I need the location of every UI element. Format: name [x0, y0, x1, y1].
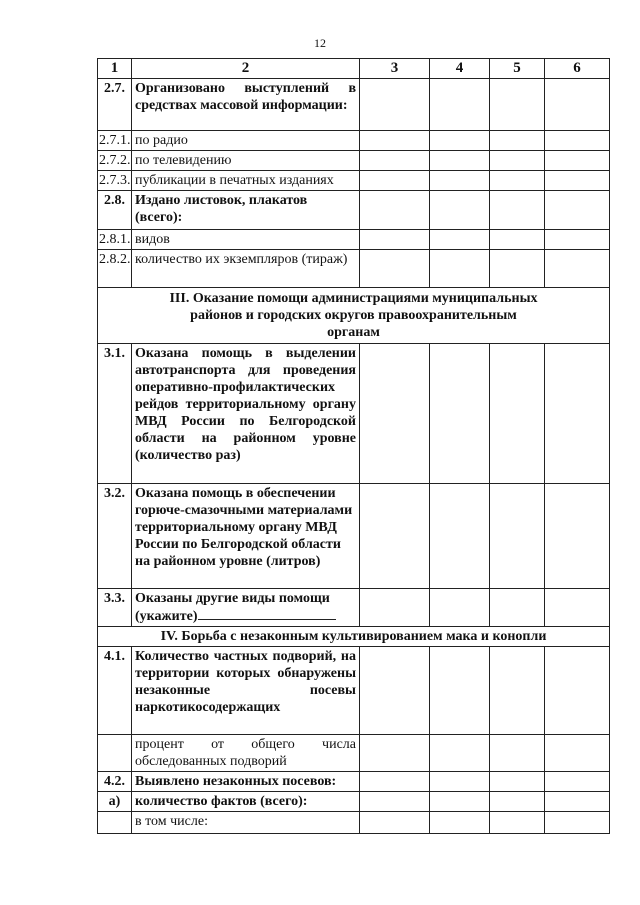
fill-in-line	[198, 607, 336, 620]
table-row	[98, 250, 610, 288]
row-text: Оказана помощь в выделении автотранспорта для проведения оперативно-профилактических рейдов территориальному органу МВД России по Белгородской области на районном уровне (количество раз)	[132, 344, 360, 484]
row-text: в том числе:	[132, 812, 360, 834]
row-text: Организовано выступлений в средствах массовой информации:	[132, 79, 360, 131]
header-col-6: 6	[545, 59, 610, 79]
row-number: 2.8.	[98, 191, 132, 230]
row-text: процент от общего числа обследованных подворий	[132, 735, 360, 772]
table-row	[98, 344, 610, 484]
table-row	[98, 647, 610, 735]
header-col-4: 4	[430, 59, 490, 79]
table-header-row	[98, 59, 610, 79]
row-text: по телевидению	[132, 151, 360, 171]
table-row	[98, 772, 610, 792]
table-row	[98, 812, 610, 834]
row-number: 4.2.	[98, 772, 132, 792]
row-number: 4.1.	[98, 647, 132, 735]
row-number: 2.7.2.	[98, 151, 132, 171]
row-number: а)	[98, 792, 132, 812]
row-number	[98, 812, 132, 834]
row-text	[132, 589, 360, 627]
row-text-label: Оказаны другие виды помощи (укажите)	[135, 591, 330, 624]
row-number	[98, 735, 132, 772]
row-number: 2.7.3.	[98, 171, 132, 191]
section-heading-row	[98, 627, 610, 647]
table-row	[98, 792, 610, 812]
table-row	[98, 151, 610, 171]
row-text: публикации в печатных изданиях	[132, 171, 360, 191]
row-number: 3.2.	[98, 484, 132, 589]
header-col-3: 3	[360, 59, 430, 79]
report-table	[97, 58, 610, 834]
row-number: 2.8.2.	[98, 250, 132, 288]
header-col-5: 5	[490, 59, 545, 79]
row-number: 2.7.1.	[98, 131, 132, 151]
row-text: видов	[132, 230, 360, 250]
row-number: 3.3.	[98, 589, 132, 627]
table-row	[98, 191, 610, 230]
table-row	[98, 171, 610, 191]
row-number: 2.8.1.	[98, 230, 132, 250]
section-heading: IV. Борьба с незаконным культивированием мака и конопли	[98, 627, 610, 647]
section-heading: III. Оказание помощи администрациями муниципальных районов и городских округов правоохранительным органам	[98, 288, 610, 344]
row-text: Оказана помощь в обеспечении горюче-смазочными материалами территориальному органу МВД России по Белгородской области на районном уровне (литров)	[132, 484, 360, 589]
table-row	[98, 484, 610, 589]
header-col-1: 1	[98, 59, 132, 79]
row-text: Количество частных подворий, на территории которых обнаружены незаконные посевы наркотикосодержащих	[132, 647, 360, 735]
section-heading-row	[98, 288, 610, 344]
table-row	[98, 131, 610, 151]
row-text: количество их экземпляров (тираж)	[132, 250, 360, 288]
row-number: 3.1.	[98, 344, 132, 484]
table-row	[98, 79, 610, 131]
page-number: 12	[314, 36, 326, 50]
row-text: количество фактов (всего):	[132, 792, 360, 812]
table-row	[98, 735, 610, 772]
header-col-2: 2	[132, 59, 360, 79]
table-row	[98, 589, 610, 627]
table-row	[98, 230, 610, 250]
row-text: Издано листовок, плакатов (всего):	[132, 191, 360, 230]
row-number: 2.7.	[98, 79, 132, 131]
row-text: Выявлено незаконных посевов:	[132, 772, 360, 792]
row-text: по радио	[132, 131, 360, 151]
